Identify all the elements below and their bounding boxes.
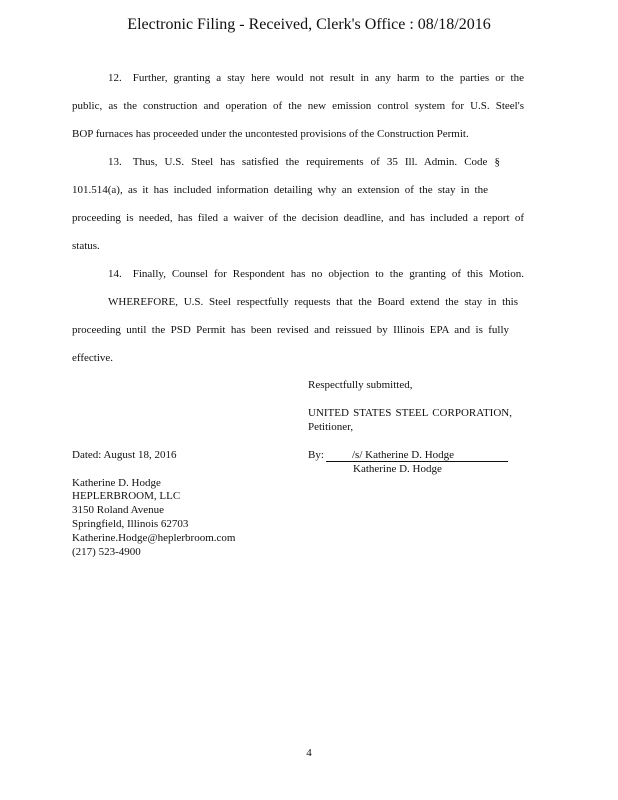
para-13-line-2: 101.514(a), as it has included information detailing why an extension of the stay in the [72, 184, 488, 196]
para-13-line-3: proceeding is needed, has filed a waiver of the decision deadline, and has included a report of [72, 212, 524, 224]
wherefore-line-1: WHEREFORE, U.S. Steel respectfully requests that the Board extend the stay in this [108, 296, 518, 308]
para-14-line-1: 14. Finally, Counsel for Respondent has no objection to the granting of this Motion. [108, 268, 524, 280]
wherefore-line-2: proceeding until the PSD Permit has been revised and reissued by Illinois EPA and is fully [72, 324, 509, 336]
para-12-line-2: public, as the construction and operation of the new emission control system for U.S. Steel's [72, 100, 524, 112]
contact-email: Katherine.Hodge@heplerbroom.com [72, 532, 236, 544]
para-13-line-1: 13. Thus, U.S. Steel has satisfied the requirements of 35 Ill. Admin. Code § [108, 156, 500, 168]
contact-firm: HEPLERBROOM, LLC [72, 490, 181, 502]
dated: Dated: August 18, 2016 [72, 449, 177, 461]
para-13-line-4: status. [72, 240, 100, 252]
contact-city: Springfield, Illinois 62703 [72, 518, 189, 530]
closing: Respectfully submitted, [308, 379, 413, 391]
signature-line [326, 449, 508, 462]
para-12-line-3: BOP furnaces has proceeded under the uncontested provisions of the Construction Permit. [72, 128, 469, 140]
contact-phone: (217) 523-4900 [72, 546, 141, 558]
party-name: UNITED STATES STEEL CORPORATION, [308, 407, 512, 419]
by-label: By: [308, 449, 324, 461]
filing-header: Electronic Filing - Received, Clerk's Office : 08/18/2016 [127, 16, 491, 33]
signer-name: Katherine D. Hodge [353, 463, 442, 475]
signed-name: /s/ Katherine D. Hodge [352, 449, 455, 461]
page-number: 4 [306, 747, 312, 759]
contact-name: Katherine D. Hodge [72, 477, 161, 489]
party-role: Petitioner, [308, 421, 354, 433]
para-12-line-1: 12. Further, granting a stay here would not result in any harm to the parties or the [108, 72, 524, 84]
contact-street: 3150 Roland Avenue [72, 504, 165, 516]
wherefore-line-3: effective. [72, 352, 114, 364]
